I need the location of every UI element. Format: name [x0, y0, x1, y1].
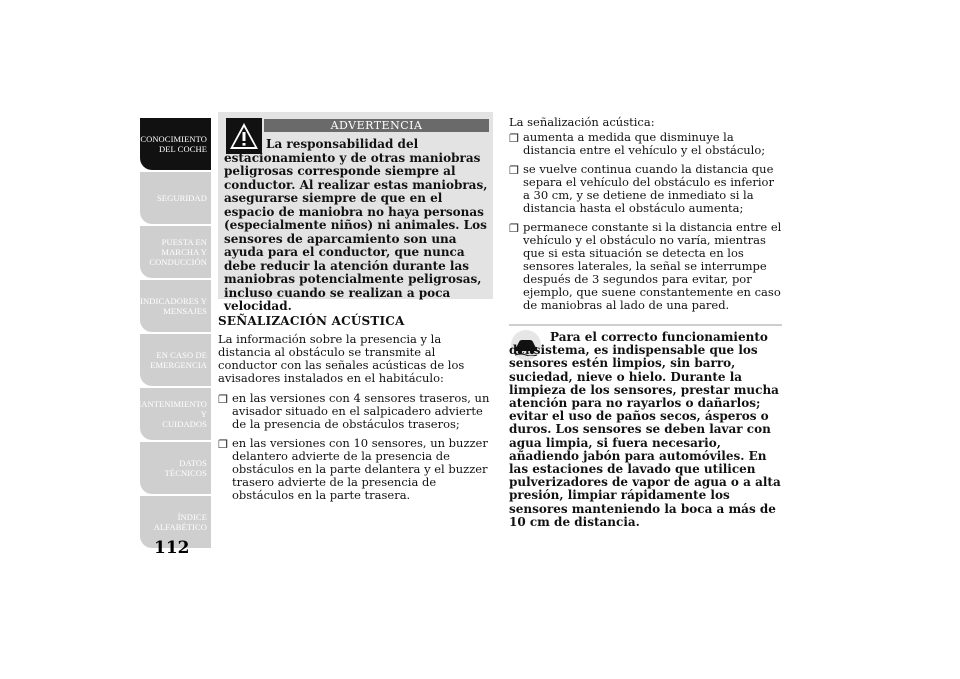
divider	[509, 324, 782, 326]
right-intro: La señalización acústica:	[509, 115, 655, 129]
checkbox-bullet-icon: ❐	[509, 222, 519, 235]
tab-indicadores-y-mensajes[interactable]	[140, 280, 211, 332]
tab-mantenimiento-y-cuidados[interactable]	[133, 388, 211, 440]
tab-label: SEGURIDAD	[156, 193, 207, 203]
tab-seguridad[interactable]	[140, 172, 211, 224]
tab-datos-tecnicos[interactable]	[140, 442, 211, 494]
warning-header: ADVERTENCIA	[264, 119, 489, 132]
list-item: ❐ se vuelve continua cuando la distancia que separa el vehículo del obstáculo es inferior a 30 cm, y se detiene de inmediato si la distancia hasta el obstáculo aumenta;	[509, 162, 774, 215]
tab-label: DATOS TÉCNICOS	[164, 458, 207, 478]
tab-en-caso-de-emergencia[interactable]	[140, 334, 211, 386]
tab-label: CONOCIMIENTO DEL COCHE	[140, 134, 207, 154]
list-item: ❐ en las versiones con 10 sensores, un buzzer delantero advierte de la presencia de obstáculos en la parte delantera y el buzzer trasero advierte de la presencia de obstáculos en la parte trasera.	[218, 436, 488, 502]
tab-label: PUESTA EN MARCHA Y CONDUCCIÓN	[149, 237, 207, 267]
warning-text: La responsabilidad del estacionamiento y de otras maniobras peligrosas corresponde siempre al conductor. Al realizar estas maniobras, asegurarse siempre de que en el espacio de maniobra no haya personas (especialmente niños) ni animales. Los sensores de aparcamiento son una ayuda para el conductor, que nunca debe reducir la atención durante las maniobras potencialmente peligrosas, incluso cuando se realizan a poca velocidad.	[224, 137, 488, 313]
tab-label: ÍNDICE ALFABÉTICO	[153, 512, 207, 532]
warning-box	[218, 112, 493, 313]
checkbox-bullet-icon: ❐	[218, 438, 228, 451]
section-title: SEÑALIZACIÓN ACÚSTICA	[218, 314, 405, 328]
tab-conocimiento-del-coche[interactable]	[140, 118, 211, 170]
checkbox-bullet-icon: ❐	[509, 132, 519, 145]
tab-label: EN CASO DE EMERGENCIA	[150, 350, 207, 370]
checkbox-bullet-icon: ❐	[509, 164, 519, 177]
list-item: ❐ aumenta a medida que disminuye la distancia entre el vehículo y el obstáculo;	[509, 130, 766, 157]
tab-puesta-en-marcha[interactable]	[140, 226, 211, 278]
tab-label: INDICADORES Y MENSAJES	[140, 296, 207, 316]
page-number: 112	[154, 538, 190, 558]
tab-label: MANTENIMIENTO Y CUIDADOS	[133, 399, 207, 429]
note-text: Para el correcto funcionamiento del sistema, es indispensable que los sensores estén limpios, sin barro, suciedad, nieve o hielo. Durante la limpieza de los sensores, prestar mucha atención para no rayarlos o dañarlos; evitar el uso de paños secos, ásperos o duros. Los sensores se deben lavar con agua limpia, si fuera necesario, añadiendo jabón para automóviles. En las estaciones de lavado que utilicen pulverizadores de vapor de agua o a alta presión, limpiar rápidamente los sensores manteniendo la boca a más de 10 cm de distancia.	[509, 330, 781, 529]
checkbox-bullet-icon: ❐	[218, 393, 228, 406]
left-bullet-list	[218, 392, 493, 508]
list-item: ❐ permanece constante si la distancia entre el vehículo y el obstáculo no varía, mientras que si esta situación se detecta en los sensores laterales, la señal se interrumpe después de 3 segundos para evitar, por ejemplo, que suene constantemente en caso de maniobras al lado de una pared.	[509, 220, 782, 312]
list-item: ❐ en las versiones con 4 sensores traseros, un avisador situado en el salpicadero advierte de la presencia de obstáculos traseros;	[218, 391, 490, 431]
section-intro: La información sobre la presencia y la distancia al obstáculo se transmite al conductor con las señales acústicas de los avisadores instalados en el habitáculo:	[218, 332, 465, 385]
right-bullet-list	[509, 131, 784, 318]
